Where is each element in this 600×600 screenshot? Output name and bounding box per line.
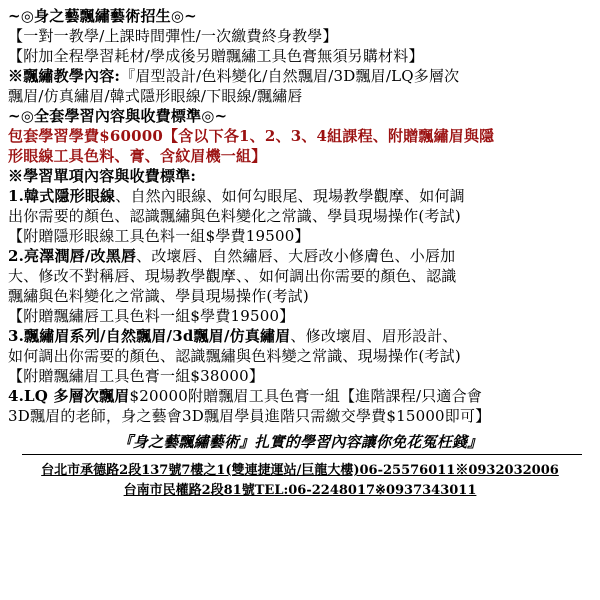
course-item-3-bonus: 【附贈飄繡眉工具色膏一組$38000】 bbox=[8, 367, 265, 385]
tainan-address: 台南市民權路2段81號TEL:06-2248017※0937343011 bbox=[123, 483, 477, 498]
course-item-2-text-3: 飄繡與色料變化之常識、學員現場操作(考試) bbox=[8, 287, 309, 305]
flyer-title: ~◎身之藝飄繡藝術招生◎~ bbox=[8, 7, 197, 25]
course-item-2-text-1: 、改壞唇、自然繡唇、大唇改小修膚色、小唇加 bbox=[136, 247, 456, 265]
course-item-3 bbox=[8, 326, 592, 386]
course-item-2-bonus: 【附贈飄繡唇工具色料一組$學費19500】 bbox=[8, 307, 295, 325]
course-item-2-text-2: 大、修改不對稱唇、現場教學觀摩、、如何調出你需要的顏色、認識 bbox=[8, 267, 457, 285]
taipei-address: 台北市承德路2段137號7樓之1(雙連捷運站/巨龍大樓)06-25576011※0932032006 bbox=[41, 463, 559, 478]
course-item-2-title: 2.亮澤潤唇/改黑唇 bbox=[8, 247, 137, 265]
full-course-price-line-2: 形眼線工具色料、膏、含紋眉機一組】 bbox=[8, 147, 267, 165]
course-item-4-text-2: 3D飄眉的老師，身之藝會3D飄眉學員進階只需繳交學費$15000即可】 bbox=[8, 407, 491, 425]
course-content-list: 『眉型設計/色料變化/自然飄眉/3D飄眉/LQ多層次 bbox=[120, 67, 460, 85]
course-item-2 bbox=[8, 246, 592, 326]
course-item-4 bbox=[8, 386, 592, 426]
course-item-4-text-1: $20000附贈飄眉工具色膏一組【進階課程/只適合會 bbox=[129, 387, 483, 405]
course-item-3-title: 3.飄繡眉系列/自然飄眉/3d飄眉/仿真繡眉 bbox=[8, 327, 291, 345]
course-item-1-bonus: 【附贈隱形眼線工具色料一組$學費19500】 bbox=[8, 227, 310, 245]
course-content-label: ※飄繡教學內容: bbox=[8, 67, 121, 85]
course-item-1-title: 1.韓式隱形眼線 bbox=[8, 187, 116, 205]
course-item-1-text-2: 出你需要的顏色、認識飄繡與色料變化之常識、學員現場操作(考試) bbox=[8, 207, 461, 225]
intro-line-1: 【一對一教學/上課時間彈性/一次繳費終身教學】 bbox=[8, 27, 338, 45]
intro-line-2: 【附加全程學習耗材/學成後另贈飄繡工具色膏無須另購材料】 bbox=[8, 47, 424, 65]
single-items-heading: ※學習單項內容與收費標準: bbox=[8, 167, 197, 185]
course-item-3-text-1: 、修改壞眉、眉形設計、 bbox=[290, 327, 458, 345]
course-item-1 bbox=[8, 186, 592, 246]
full-course-heading: ~◎全套學習內容與收費標準◎~ bbox=[8, 107, 228, 125]
course-item-1-text-1: 、自然內眼線、如何勾眼尾、現場教學觀摩、如何調 bbox=[115, 187, 465, 205]
course-item-4-title: 4.LQ 多層次飄眉 bbox=[8, 387, 130, 405]
slogan: 『身之藝飄繡藝術』扎實的學習內容讓你免花冤枉錢』 bbox=[117, 433, 483, 451]
course-item-3-text-2: 如何調出你需要的顏色、認識飄繡與色料變之常識、現場操作(考試) bbox=[8, 347, 461, 365]
full-course-price-line-1: 包套學習學費$60000【含以下各1、2、3、4組課程、附贈飄繡眉與隱 bbox=[8, 127, 495, 145]
course-content-line-1 bbox=[8, 66, 592, 86]
course-content-line-2: 飄眉/仿真繡眉/韓式隱形眼線/下眼線/飄繡唇 bbox=[8, 87, 303, 105]
